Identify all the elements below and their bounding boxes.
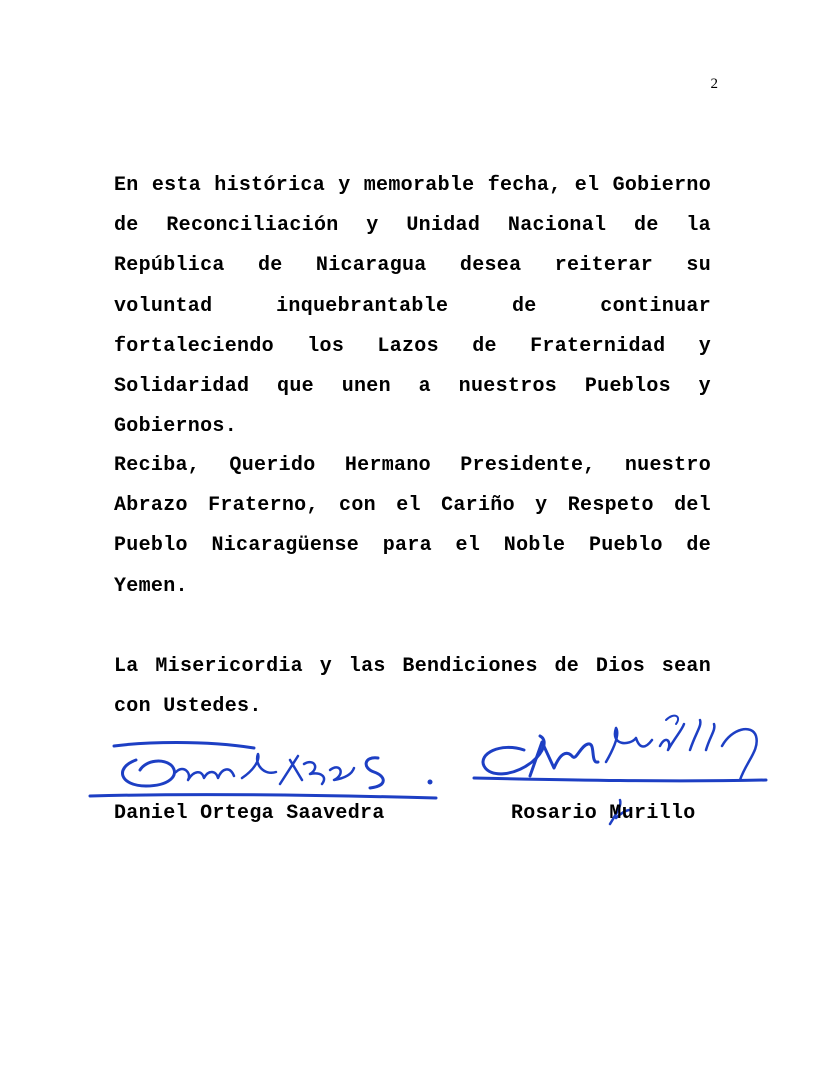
- signatory-name-right: Rosario Murillo: [511, 802, 696, 825]
- page-number: 2: [710, 76, 718, 92]
- paragraph-blessing: La Misericordia y las Bendiciones de Dios sean con Ustedes.: [114, 655, 711, 719]
- paragraph-greeting: Reciba, Querido Hermano Presidente, nuestro Abrazo Fraterno, con el Cariño y Respeto del Pueblo Nicaragüense para el Noble Pueblo de Yemen.: [114, 454, 711, 598]
- signatory-name-left: Daniel Ortega Saavedra: [114, 802, 385, 825]
- paragraph-commemoration: En esta histórica y memorable fecha, el Gobierno de Reconciliación y Unidad Nacional de la República de Nicaragua desea reiterar su voluntad inquebrantable de continuar fortaleciendo los Lazos de Fraternidad y Solidaridad que unen a nuestros Pueblos y Gobiernos.: [114, 174, 711, 439]
